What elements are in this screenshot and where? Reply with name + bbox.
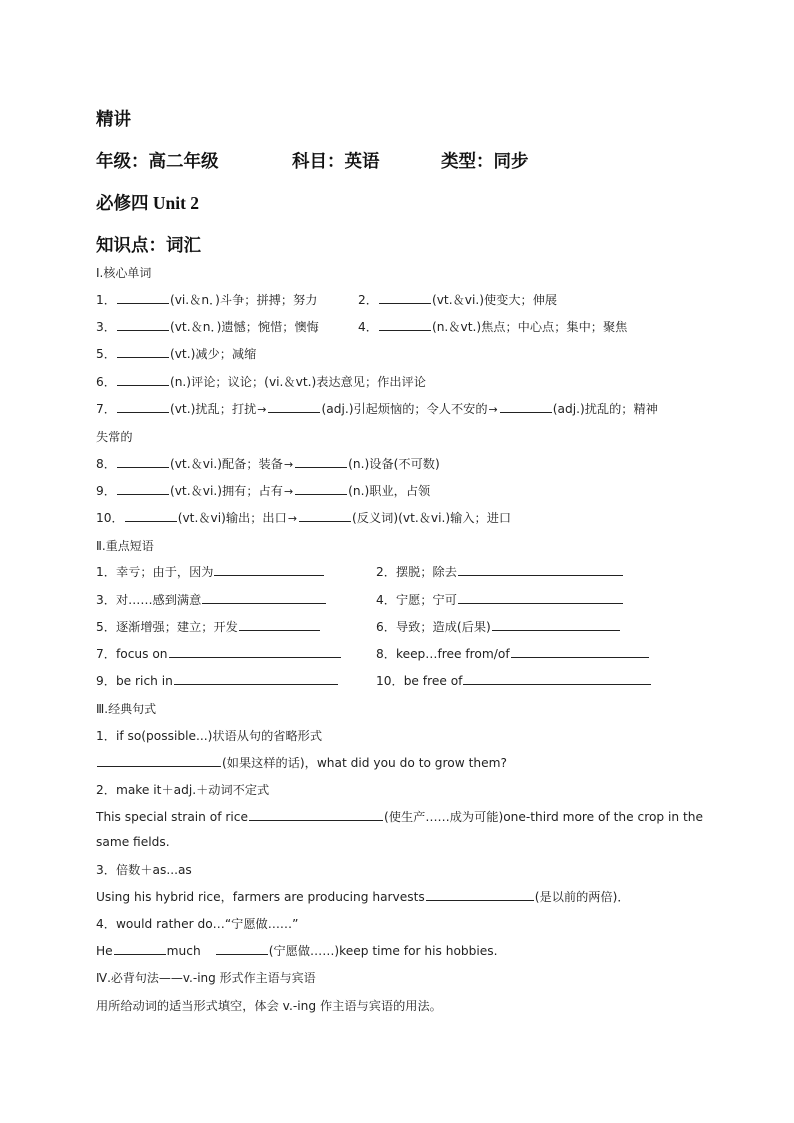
sentence-2-head: 2．make it＋adj.＋动词不定式 [96, 783, 270, 797]
answer-blank[interactable] [500, 400, 552, 413]
sentence-4-line: He much (宁愿做……)keep time for his hobbies. [96, 944, 498, 958]
syntax-instruction: 用所给动词的适当形式填空，体会 v.-ing 作主语与宾语的用法。 [96, 999, 442, 1013]
answer-blank[interactable] [202, 591, 326, 604]
answer-blank[interactable] [492, 618, 620, 631]
answer-blank[interactable] [117, 373, 169, 386]
page-title: 精讲 [96, 109, 131, 129]
vocab-item-8: 8． (vt.＆vi.)配备；装备→ (n.)设备(不可数) [96, 457, 440, 471]
vocab-item-7-cont: 失常的 [96, 430, 133, 444]
grade-label: 年级：高二年级 [96, 151, 219, 171]
section-core-words: Ⅰ.核心单词 [96, 266, 152, 280]
phrase-item-8: 8．keep…free from/of [376, 645, 650, 662]
answer-blank[interactable] [216, 942, 268, 955]
vocab-item-9: 9． (vt.＆vi.)拥有；占有→ (n.)职业，占领 [96, 484, 431, 498]
answer-blank[interactable] [117, 400, 169, 413]
phrase-item-1: 1．幸亏；由于，因为 [96, 563, 325, 580]
phrase-item-5: 5．逐渐增强；建立；开发 [96, 618, 321, 635]
arrow-icon: → [283, 485, 294, 498]
answer-blank[interactable] [458, 591, 623, 604]
answer-blank[interactable] [97, 754, 221, 767]
sentence-3-head: 3．倍数＋as...as [96, 863, 192, 877]
answer-blank[interactable] [239, 618, 320, 631]
answer-blank[interactable] [117, 291, 169, 304]
phrase-item-10: 10．be free of [376, 672, 652, 689]
vocab-item-6: 6． (n.)评论；议论；(vi.＆vt.)表达意见；作出评论 [96, 375, 426, 389]
answer-blank[interactable] [117, 482, 169, 495]
answer-blank[interactable] [125, 509, 177, 522]
vocab-item-5: 5． (vt.)减少；减缩 [96, 347, 257, 361]
answer-blank[interactable] [117, 345, 169, 358]
type-label: 类型：同步 [441, 151, 529, 171]
answer-blank[interactable] [174, 672, 338, 685]
sentence-1-head: 1．if so(possible...)状语从句的省略形式 [96, 729, 323, 743]
answer-blank[interactable] [458, 563, 623, 576]
phrase-item-6: 6．导致；造成(后果) [376, 618, 621, 635]
sentence-4-head: 4．would rather do…“宁愿做……” [96, 917, 299, 931]
topic-label: 知识点：词汇 [96, 235, 201, 255]
vocab-item-10: 10． (vt.＆vi)输出；出口→ (反义词)(vt.＆vi.)输入；进口 [96, 511, 512, 525]
answer-blank[interactable] [114, 942, 166, 955]
arrow-icon: → [257, 403, 267, 416]
section-classic-sentences: Ⅲ.经典句式 [96, 702, 157, 716]
sentence-2-line-2: same fields. [96, 835, 170, 849]
phrase-item-9: 9．be rich in [96, 672, 339, 689]
vocab-item-4: 4． (n.＆vt.)焦点；中心点；集中；聚焦 [358, 320, 628, 334]
phrase-item-3: 3．对……感到满意 [96, 591, 327, 608]
answer-blank[interactable] [117, 318, 169, 331]
answer-blank[interactable] [169, 645, 341, 658]
answer-blank[interactable] [463, 672, 651, 685]
vocab-item-7: 7． (vt.)扰乱；打扰→ (adj.)引起烦恼的；令人不安的→ (adj.)扰乱的；精神 [96, 402, 658, 416]
answer-blank[interactable] [249, 808, 383, 821]
unit-title: 必修四 Unit 2 [96, 193, 200, 213]
answer-blank[interactable] [379, 291, 431, 304]
vocab-item-2: 2． (vt.＆vi.)使变大；伸展 [358, 293, 558, 307]
answer-blank[interactable] [299, 509, 351, 522]
arrow-icon: → [287, 512, 298, 525]
subject-label: 科目：英语 [292, 151, 380, 171]
answer-blank[interactable] [379, 318, 431, 331]
phrase-item-2: 2．摆脱；除去 [376, 563, 624, 580]
answer-blank[interactable] [295, 482, 347, 495]
answer-blank[interactable] [117, 455, 169, 468]
arrow-icon: → [488, 403, 498, 416]
section-syntax: Ⅳ.必背句法——v.-ing 形式作主语与宾语 [96, 971, 316, 985]
sentence-3-line: Using his hybrid rice，farmers are producing harvests (是以前的两倍)． [96, 890, 630, 904]
answer-blank[interactable] [426, 888, 534, 901]
vocab-item-3: 3． (vt.＆n．)遗憾；惋惜；懊悔 [96, 320, 319, 334]
answer-blank[interactable] [214, 563, 324, 576]
vocab-item-1: 1． (vi.＆n．)斗争；拼搏；努力 [96, 293, 318, 307]
section-key-phrases: Ⅱ.重点短语 [96, 539, 154, 553]
arrow-icon: → [283, 458, 294, 471]
answer-blank[interactable] [268, 400, 320, 413]
phrase-item-4: 4．宁愿；宁可 [376, 591, 624, 608]
sentence-1-line: (如果这样的话)，what did you do to grow them? [96, 754, 507, 771]
phrase-item-7: 7．focus on [96, 645, 342, 662]
sentence-2-line-1: This special strain of rice (使生产……成为可能)one-third more of the crop in the [96, 810, 704, 824]
answer-blank[interactable] [295, 455, 347, 468]
answer-blank[interactable] [511, 645, 649, 658]
